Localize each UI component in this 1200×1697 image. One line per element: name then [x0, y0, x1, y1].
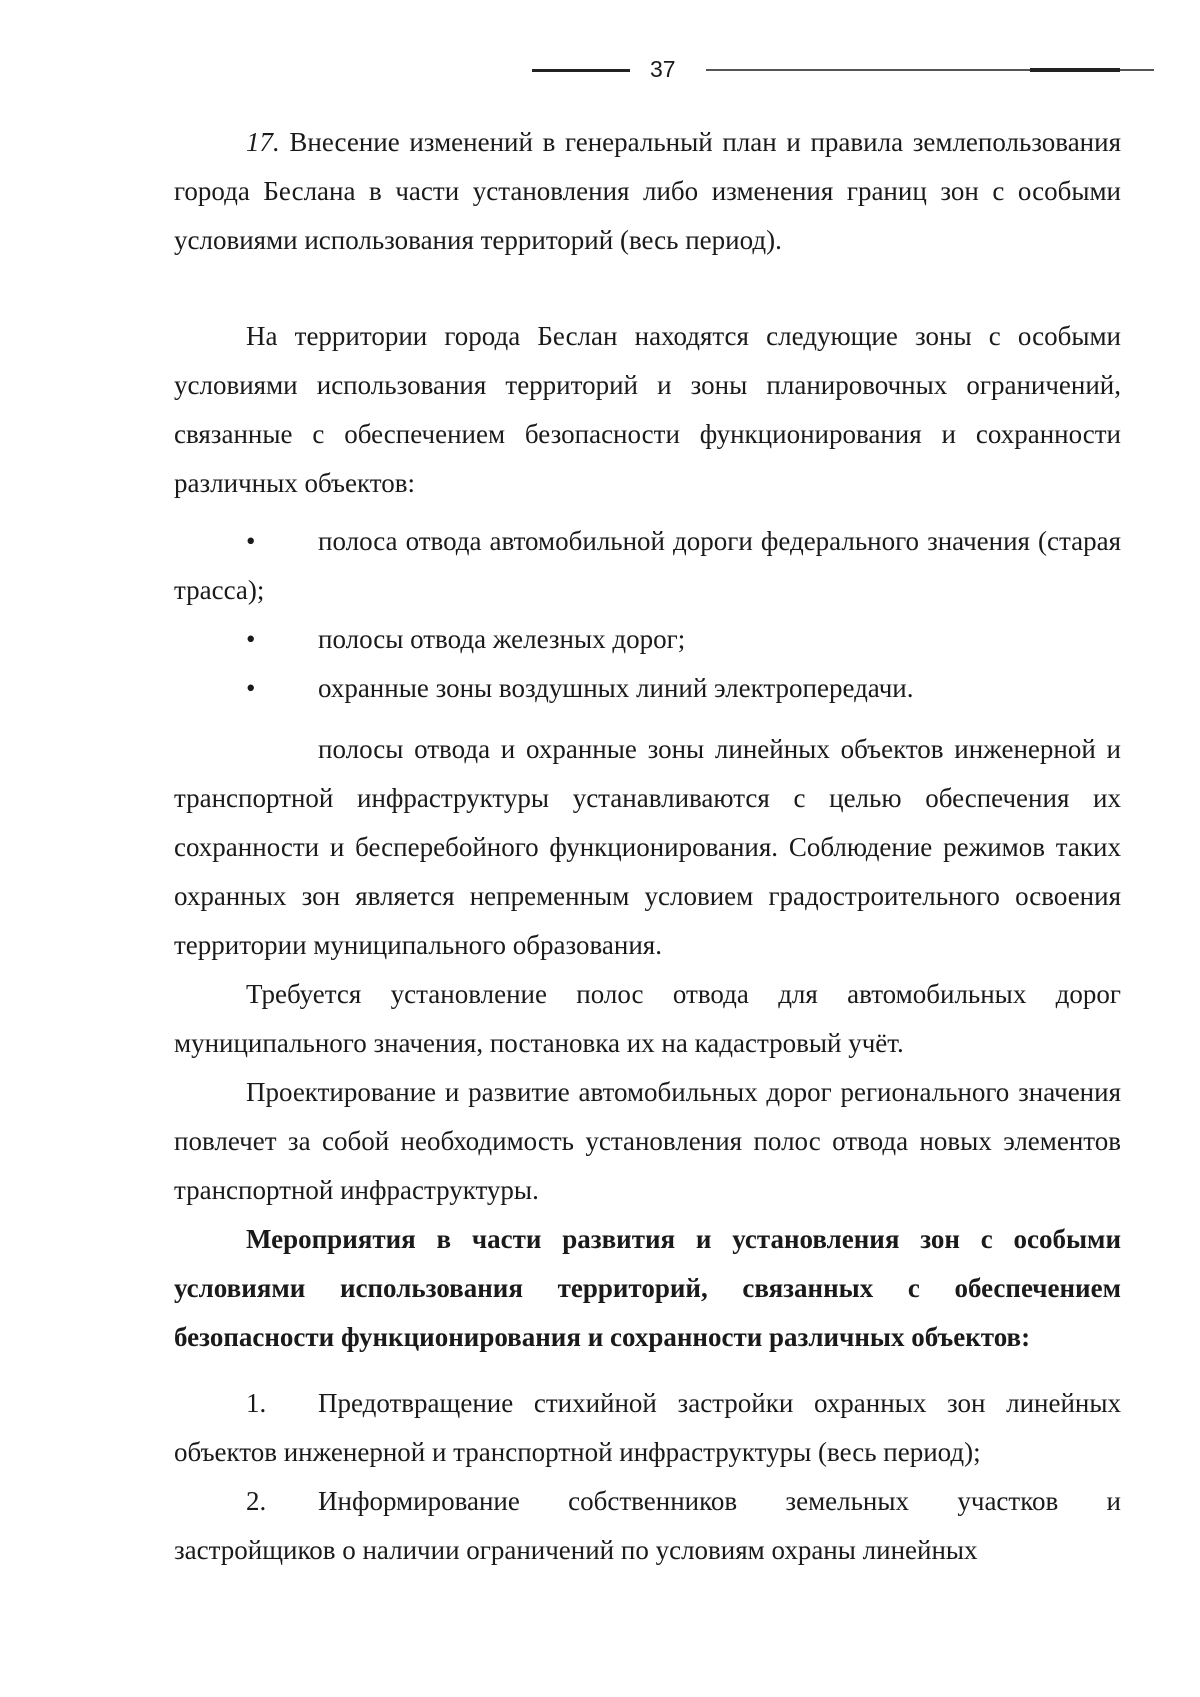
bullet-icon: •: [246, 673, 256, 703]
required-paragraph: Требуется установление полос отвода для автомобильных дорог муниципального значения, постановка их на кадастровый учёт.: [174, 979, 1121, 1058]
item-17-paragraph: [174, 118, 1121, 265]
item-17-number: 17.: [246, 127, 280, 157]
zones-list: [174, 517, 1121, 713]
page-number: 37: [650, 56, 676, 82]
bullet-text: полоса отвода автомобильной дороги федерального значения (старая трасса);: [174, 526, 1121, 605]
bullet-text: полосы отвода железных дорог;: [318, 624, 686, 654]
bullet-icon: •: [246, 624, 256, 654]
item-17-text: Внесение изменений в генеральный план и правила землепользования города Беслана в части установления либо изменения границ зон с особыми условиями использования территорий (весь период).: [174, 127, 1121, 255]
list-item: [174, 664, 1121, 713]
measure-text: Информирование собственников земельных участков и застройщиков о наличии ограничений по условиям охраны линейных: [174, 1486, 1121, 1565]
design-paragraph: Проектирование и развитие автомобильных дорог регионального значения повлечет за собой необходимость установления полос отвода новых элементов транспортной инфраструктуры.: [174, 1077, 1121, 1205]
measure-item: [174, 1477, 1121, 1575]
page-header: [0, 56, 1200, 86]
intro-paragraph: На территории города Беслан находятся следующие зоны с особыми условиями использования территорий и зоны планировочных ограничений, связанные с обеспечением безопасности функционирования и сохранности различных объектов:: [174, 321, 1121, 498]
measure-text: Предотвращение стихийной застройки охранных зон линейных объектов инженерной и транспортной инфраструктуры (весь период);: [174, 1388, 1121, 1467]
bullet-icon: •: [246, 526, 256, 556]
list-item: [174, 615, 1121, 664]
strips-paragraph: полосы отвода и охранные зоны линейных объектов инженерной и транспортной инфраструктуры устанавливаются с целью обеспечения их сохранности и бесперебойного функционирования. Соблюдение режимов таких охранных зон является непременным условием градостроительного освоения территории муниципального образования.: [174, 734, 1121, 960]
measure-item: [174, 1379, 1121, 1477]
header-rule-right-accent: [1030, 68, 1120, 72]
document-body: [174, 118, 1121, 1575]
header-rule-left: [532, 69, 630, 72]
bullet-text: охранные зоны воздушных линий электропередачи.: [318, 673, 914, 703]
measure-number: 1.: [246, 1388, 267, 1418]
list-item: [174, 517, 1121, 615]
measures-heading: Мероприятия в части развития и установления зон с особыми условиями использования территорий, связанных с обеспечением безопасности функционирования и сохранности различных объектов:: [174, 1224, 1121, 1352]
measure-number: 2.: [246, 1486, 267, 1516]
